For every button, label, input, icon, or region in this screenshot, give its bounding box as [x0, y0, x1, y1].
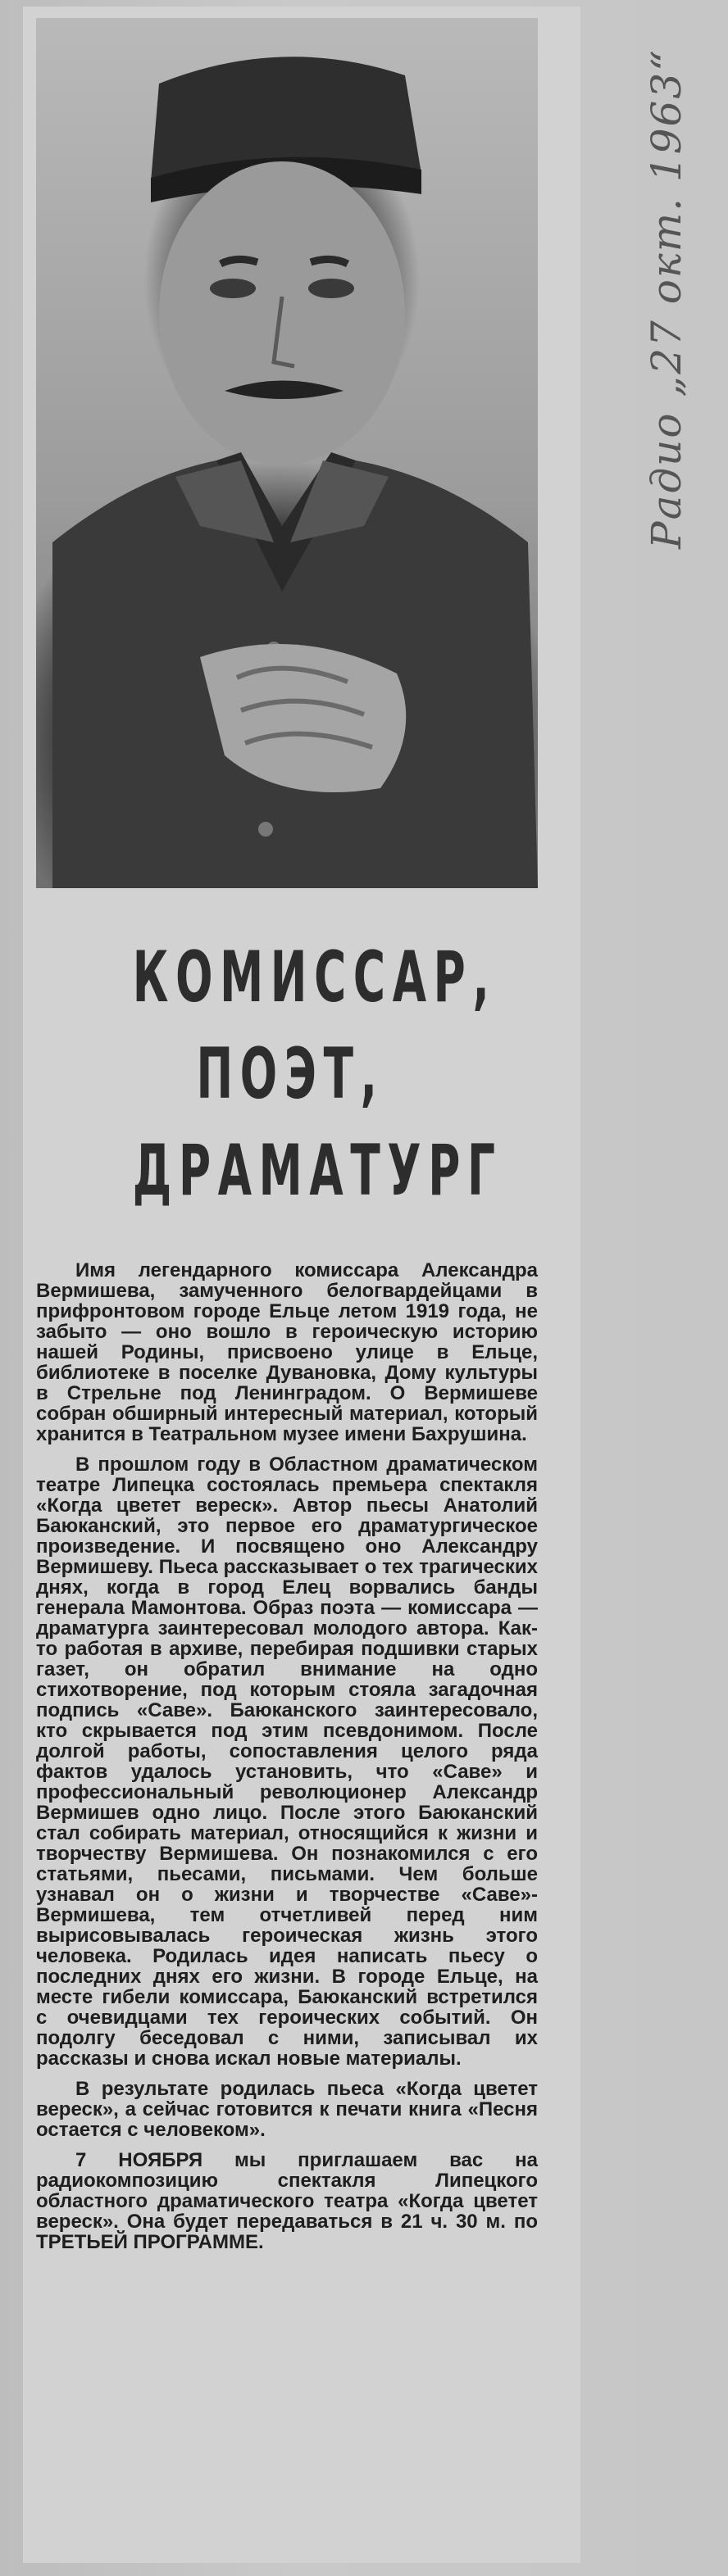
portrait-photo — [36, 18, 538, 888]
article-body — [36, 1260, 538, 2262]
headline-line-2: ПОЭТ, — [196, 1033, 384, 1115]
article-paragraph-1: Имя легендарного комиссара Александра Вермишева, замученного белогвардейцами в прифронтовом городе Ельце летом 1919 года, не забыто — оно вошло в героическую историю нашей Родины, присвоено улице в Ельце, библиотеке в поселке Дувановка, Дому культуры в Стрельне под Ленинградом. О Вермишеве собран обширный интересный материал, который хранится в Театральном музее имени Бахрушина. — [36, 1259, 538, 1445]
article-paragraph-2: В прошлом году в Областном драматическом театре Липецка состоялась премьера спектакля «Когда цветет вереск». Автор пьесы Анатолий Баюканский, это первое его драматургическое произведение. И посвящено оно Александру Вермишеву. Пьеса рассказывает о тех трагических днях, когда в город Елец ворвались банды генерала Мамонтова. Образ поэта — комиссара — драматурга заинтересовал молодого автора. Как-то работая в архиве, перебирая подшивки старых газет, он обратил внимание на одно стихотворение, под которым стояла загадочная подпись «Саве». Баюканского заинтересовало, кто скрывается под этим псевдонимом. После долгой работы, сопоставления целого ряда фактов удалось установить, что «Саве» и профессиональный революционер Александр Вермишев одно лицо. После этого Баюканский стал собирать материал, относящийся к жизни и творчеству Вермишева. Он познакомился с его статьями, пьесами, письмами. Чем больше узнавал он о жизни и творчестве «Саве»-Вермишева, тем отчетливей перед ним вырисовывалась героическая жизнь этого человека. Родилась идея написать пьесу о последних днях его жизни. В городе Ельце, на месте гибели комиссара, Баюканский встретился с очевидцами тех героических событий. Он подолгу беседовал с ними, записывал их рассказы и снова искал новые материалы. — [36, 1454, 538, 2070]
headline-line-3: ДРАМАТУРГ — [132, 1130, 503, 1212]
article-paragraph-4: 7 НОЯБРЯ мы приглашаем вас на радиокомпозицию спектакля Липецкого областного драматического театра «Когда цветет вереск». Она будет передаваться в 21 ч. 30 м. по ТРЕТЬЕЙ ПРОГРАММЕ. — [36, 2149, 538, 2253]
article-paragraph-3: В результате родилась пьеса «Когда цветет вереск», а сейчас готовится к печати книга «Песня остается с человеком». — [36, 2078, 538, 2141]
handwritten-source-note: Радио „27 окт. 1963“ — [643, 48, 690, 549]
portrait-illustration — [36, 18, 538, 888]
headline-line-1: КОМИССАР, — [132, 937, 497, 1018]
